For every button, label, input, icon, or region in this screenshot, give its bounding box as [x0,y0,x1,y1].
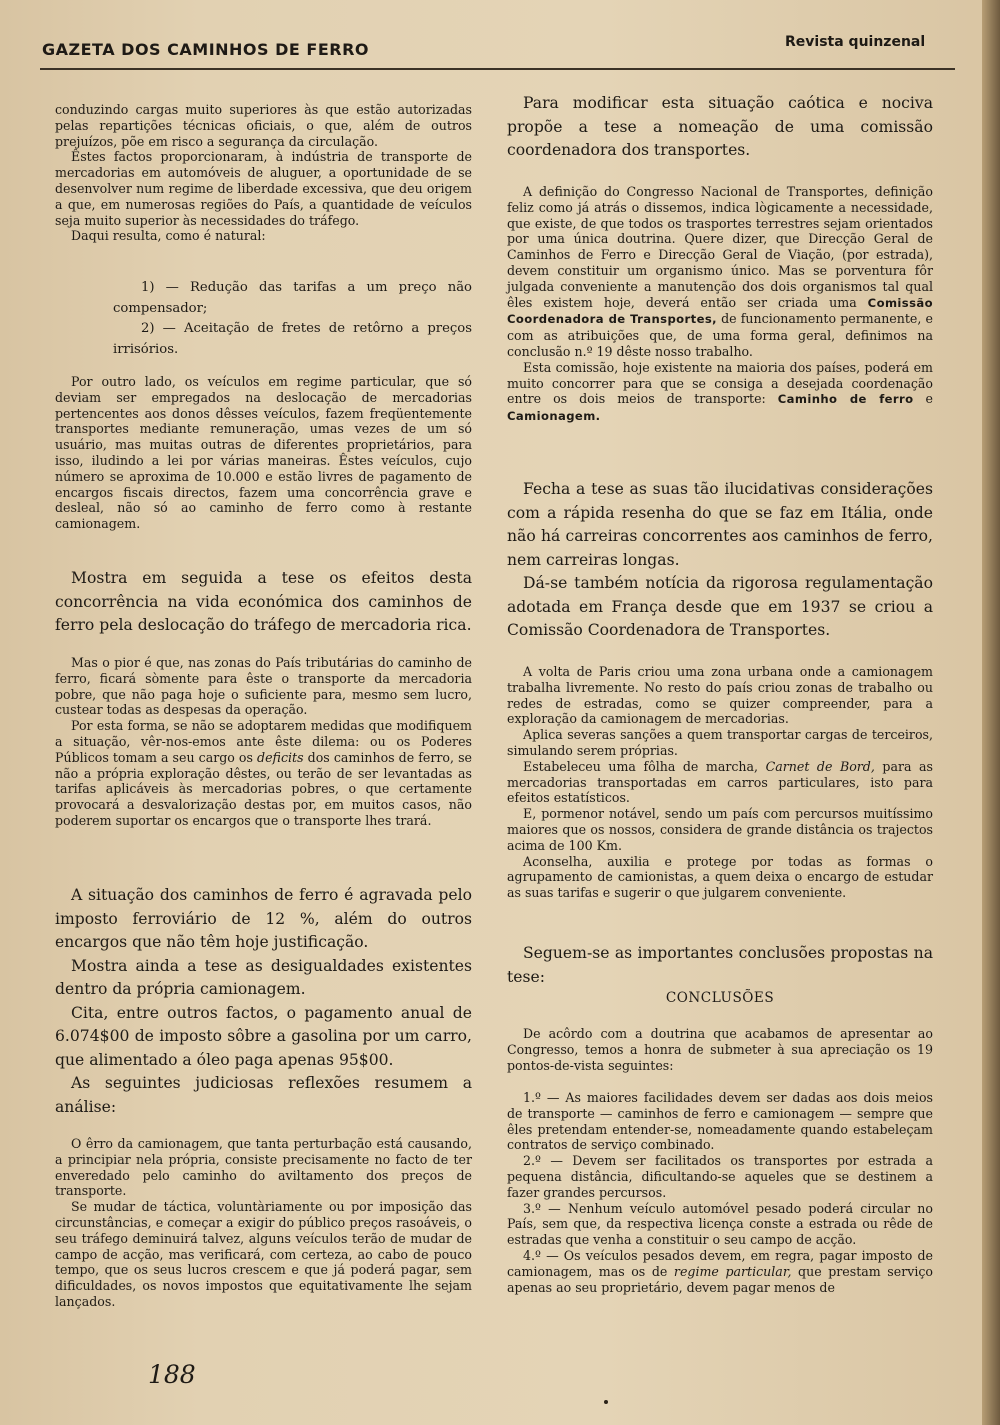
paragraph [55,718,472,829]
paragraph: Mostra ainda a tese as desigualdades existentes dentro da própria camionagem. [55,956,472,998]
paragraph: Para modificar esta situação caótica e nociva propõe a tese a nomeação de uma comissão coordenadora dos transportes. [507,94,933,159]
right-block-2 [507,184,933,425]
publication-title: GAZETA DOS CAMINHOS DE FERRO [42,40,370,59]
text-span: A definição do Congresso Nacional de Transportes, definição feliz como já atrás o dissemos, indica lògicamente a necessidade, que existe, de que todos os trasportes terrestres sejam orientados por uma única doutrina. Quere dizer, que Direcção Geral de Caminhos de Ferro e Direcção Geral de Viação, (por estrada), devem constituir um organismo único. Mas se porventura fôr julgada conveniente a manutenção dos dois organismos tal qual êles existem hoje, deverá então ser criada uma [507,184,933,310]
paragraph: Seguem-se as importantes conclusões propostas na tese: [507,944,933,986]
left-list [55,278,472,360]
left-block-5 [55,884,472,1119]
book-spine [982,0,1000,1425]
paragraph: Cita, entre outros factos, o pagamento anual de 6.074$00 de imposto sôbre a gasolina por um carro, que alimentado a óleo paga apenas 95$00. [55,1003,472,1069]
paragraph: Por outro lado, os veículos em regime particular, que só deviam ser empregados na deslocação de mercadorias pertencentes aos donos dêsses veículos, fazem freqüentemente transportes mediante remuneração, umas vezes de um só usuário, mas muitas outras de diferentes proprietários, para isso, iludindo a lei por várias maneiras. Êstes veículos, cujo número se aproxima de 10.000 e estão livres de pagamento de encargos fiscais directos, fazem uma concorrência grave e desleal, não só ao caminho de ferro como à restante camionagem. [55,374,472,532]
right-block-6 [507,1026,933,1073]
paragraph: Se mudar de táctica, voluntàriamente ou por imposição das circunstâncias, e começar a exigir do público preços rasoáveis, o seu tráfego deminuirá talvez, alguns veículos terão de mudar de campo de acção, mas verificará, com certeza, ao cabo de pouco tempo, que os seus lucros crescem e que já poderá pagar, sem dificuldades, os novos impostos que equitativamente lhe sejam lançados. [55,1199,472,1309]
conclusion-item [507,1248,933,1295]
paragraph: O êrro da camionagem, que tanta perturbação está causando, a principiar nela própria, consiste precisamente no facto de ter enveredado pelo caminho do aviltamento dos preços de transporte. [55,1136,472,1199]
right-block-5 [507,942,933,989]
paragraph [507,759,933,806]
emphasis-term: Caminho de ferro [777,392,914,407]
conclusion-item: 2.º — Devem ser facilitados os transportes por estrada a pequena distância, dificultando-se aqueles que se destinem a fazer grandes percursos. [507,1153,933,1200]
italic-term: Carnet de Bord, [765,758,875,774]
right-block-1 [507,92,933,163]
right-block-4 [507,664,933,901]
left-block-2 [55,374,472,532]
paragraph: conduzindo cargas muito superiores às que estão autorizadas pelas repartições técnicas oficiais, o que, além de outros prejuízos, põe em risco a segurança da circulação. [55,102,472,149]
paragraph: Aconselha, auxilia e protege por todas as formas o agrupamento de camionistas, a quem deixa o encargo de estudar as suas tarifas e sugerir o que julgarem conveniente. [507,853,933,901]
text-span: para as mercadorias transportadas em carros particulares, isto para efeitos estatísticos. [507,758,933,806]
text-span: e [913,391,933,407]
paragraph: A volta de Paris criou uma zona urbana onde a camionagem trabalha livremente. No resto do país criou zonas de trabalho ou redes de estradas, como se quizer compreender, para a exploração da camionagem de mercadorias. [507,664,933,727]
paragraph: De acôrdo com a doutrina que acabamos de apresentar ao Congresso, temos a honra de submeter à sua apreciação os 19 pontos-de-vista seguintes: [507,1026,933,1073]
text-span: dos caminhos de ferro, se não a própria exploração dêstes, ou terão de ser levantadas as tarifas aplicáveis às mercadorias pobres, o que certamente provocará a desvalorização destas por, em muitos casos, não poderem suportar os encargos que o transporte lhes trará. [55,749,472,828]
right-block-7 [507,1090,933,1295]
text-span: Por esta forma, se não se adoptarem medidas que modifiquem a situação, vêr-nos-emos ante êste dilema: ou os Poderes Públicos tomam a seu cargo os [55,718,472,765]
italic-term: regime particular, [673,1263,792,1279]
paragraph [507,360,933,425]
list-item: 1) — Redução das tarifas a um preço não compensador; [113,280,472,316]
italic-term: deficits [257,749,304,765]
left-block-6 [55,1136,472,1310]
left-block-1 [55,102,472,244]
left-block-4 [55,655,472,829]
paragraph: E, pormenor notável, sendo um país com percursos muitíssimo maiores que os nossos, considera de grande distância os trajectos acima de 100 Km. [507,806,933,853]
text-span: de funcionamento permanente, e com as atribuições que, de uma forma geral, definimos na conclusão n.º 19 dêste nosso trabalho. [507,311,933,359]
publication-subtitle: Revista quinzenal [785,34,926,50]
text-span: 4.º — Os veículos pesados devem, em regra, pagar imposto de camionagem, mas os de [507,1247,933,1279]
print-mark [604,1400,608,1404]
left-block-3 [55,567,472,638]
conclusions-heading: CONCLUSÕES [665,990,775,1006]
list-item: 2) — Aceitação de fretes de retôrno a preços irrisórios. [113,321,472,357]
conclusion-item: 1.º — As maiores facilidades devem ser dadas aos dois meios de transporte — caminhos de ferro e camionagem — sempre que êles pretendam entender-se, nomeadamente quando estabeleçam contratos de serviço combinado. [507,1090,933,1153]
paragraph: As seguintes judiciosas reflexões resumem a análise: [55,1074,472,1116]
paragraph: Êstes factos proporcionaram, à indústria de transporte de mercadorias em automóveis de aluguer, a oportunidade de se desenvolver num regime de liberdade excessiva, que deu origem a que, em numerosas regiões do País, a quantidade de veículos seja muito superior às necessidades do tráfego. [55,149,472,228]
paragraph: A situação dos caminhos de ferro é agravada pelo imposto ferroviário de 12 %, além do outros encargos que não têm hoje justificação. [55,886,472,951]
paragraph: Daqui resulta, como é natural: [71,228,266,244]
paragraph: Aplica severas sanções a quem transportar cargas de terceiros, simulando serem próprias. [507,727,933,758]
emphasis-term: Comissão Coordenadora de Transportes, [507,295,933,327]
paragraph: Mostra em seguida a tese os efeitos desta concorrência na vida económica dos caminhos de ferro pela deslocação do tráfego de mercadoria rica. [55,569,472,634]
paragraph: Mas o pior é que, nas zonas do País tributárias do caminho de ferro, ficará sòmente para êste o transporte da mercadoria pobre, que não paga hoje o suficiente para, mesmo sem lucro, custear todas as despesas da operação. [55,655,472,718]
conclusion-item: 3.º — Nenhum veículo automóvel pesado poderá circular no País, sem que, da respectiva licença conste a estrada ou rêde de estradas que venha a constituir o seu campo de acção. [507,1200,933,1248]
paragraph [507,184,933,360]
emphasis-term: Camionagem. [507,409,601,424]
text-span: Esta comissão, hoje existente na maioria dos países, poderá em muito concorrer para que se consiga a desejada coordenação entre os dois meios de transporte: [507,359,933,407]
header-rule [40,68,955,70]
paragraph: Fecha a tese as suas tão ilucidativas considerações com a rápida resenha do que se faz em Itália, onde não há carreiras concorrentes aos caminhos de ferro, nem carreiras longas. [507,480,933,569]
paragraph: Dá-se também notícia da rigorosa regulamentação adotada em França desde que em 1937 se criou a Comissão Coordenadora de Transportes. [507,574,933,639]
right-block-3 [507,478,933,643]
text-span: que prestam serviço apenas ao seu proprietário, devem pagar menos de [507,1263,934,1295]
page-number: 188 [148,1360,196,1389]
text-span: Estabeleceu uma fôlha de marcha, [523,758,766,774]
